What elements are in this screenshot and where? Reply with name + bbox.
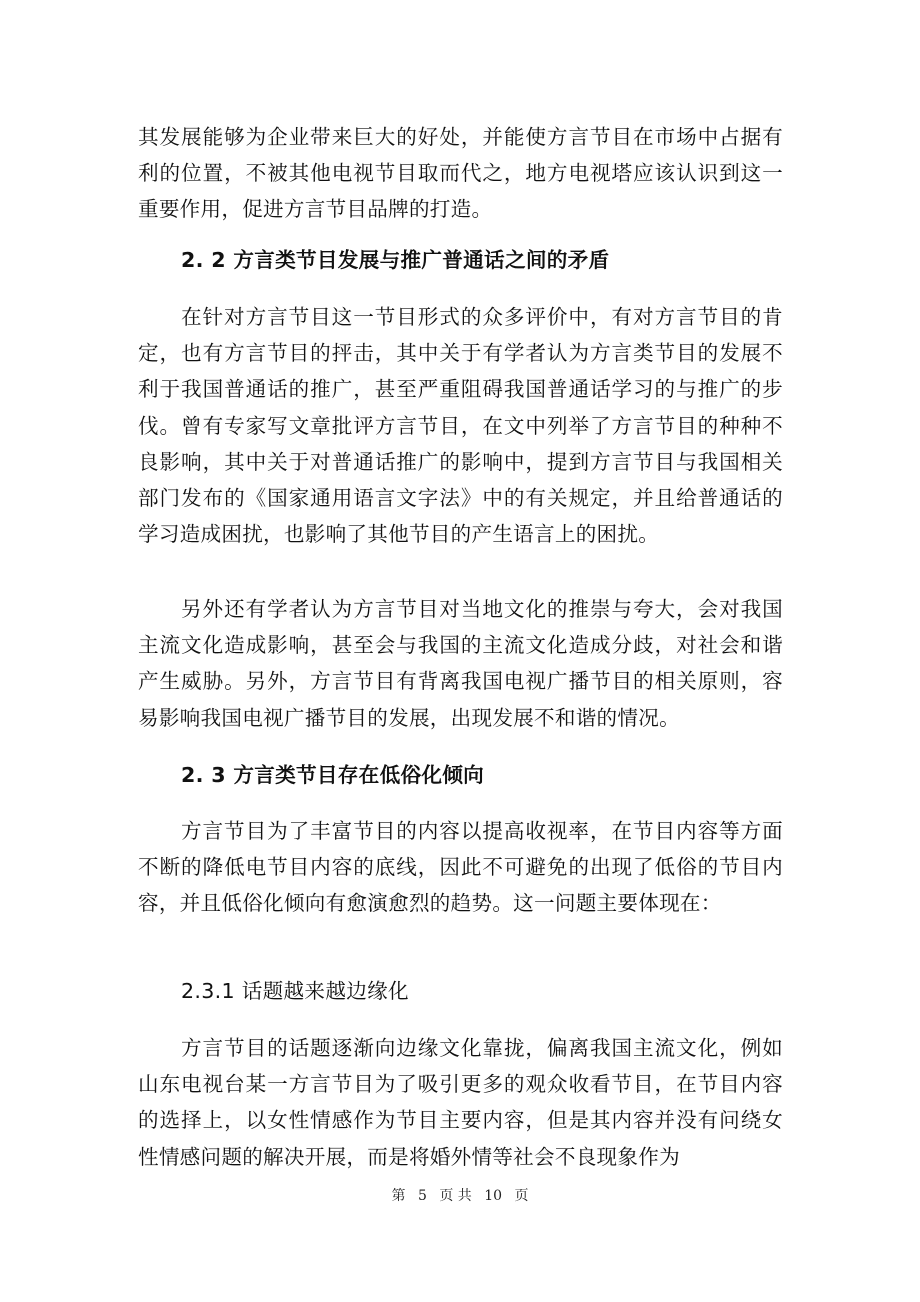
paragraph-dialect-vs-mandarin: 在针对方言节目这一节目形式的众多评价中，有对方言节目的肯定，也有方言节目的抨击，其中关于有学者认为方言类节目的发展不利于我国普通话的推广，甚至严重阻碍我国普通话学习的与推广的步伐。曾有专家写文章批评方言节目，在文中列举了方言节目的种种不良影响，其中关于对普通话推广的影响中，提到方言节目与我国相关部门发布的《国家通用语言文字法》中的有关规定，并且给普通话的学习造成困扰，也影响了其他节目的产生语言上的困扰。 <box>138 305 783 547</box>
paragraph-continuation: 其发展能够为企业带来巨大的好处，并能使方言节目在市场中占据有利的位置，不被其他电视节目取而代之，地方电视塔应该认识到这一重要作用，促进方言节目品牌的打造。 <box>138 125 783 222</box>
paragraph-marginal-topics: 方言节目的话题逐渐向边缘文化靠拢，偏离我国主流文化，例如山东电视台某一方言节目为了吸引更多的观众收看节目，在节目内容的选择上，以女性情感作为节目主要内容，但是其内容并没有问绕女性情感问题的解决开展，而是将婚外情等社会不良现象作为 <box>138 1036 783 1169</box>
footer-middle: 页 共 <box>439 1188 472 1204</box>
paragraph-vulgarization: 方言节目为了丰富节目的内容以提高收视率，在节目内容等方面不断的降低电节目内容的底线，因此不可避免的出现了低俗的节目内容，并且低俗化倾向有愈演愈烈的趋势。这一问题主要体现在： <box>138 819 783 916</box>
section-heading-2-2: 2. 2 方言类节目发展与推广普通话之间的矛盾 <box>181 248 610 272</box>
page-footer <box>0 1187 920 1205</box>
page-total: 10 <box>484 1188 503 1204</box>
section-heading-2-3-1: 2.3.1 话题越来越边缘化 <box>181 979 409 1003</box>
footer-prefix: 第 <box>391 1188 406 1204</box>
footer-suffix: 页 <box>514 1188 529 1204</box>
section-heading-2-3: 2. 3 方言类节目存在低俗化倾向 <box>181 763 485 787</box>
paragraph-mainstream-culture: 另外还有学者认为方言节目对当地文化的推崇与夸大，会对我国主流文化造成影响，甚至会与我国的主流文化造成分歧，对社会和谐产生威胁。另外，方言节目有背离我国电视广播节目的相关原则，容易影响我国电视广播节目的发展，出现发展不和谐的情况。 <box>138 597 783 730</box>
page-number: 5 <box>417 1188 427 1204</box>
